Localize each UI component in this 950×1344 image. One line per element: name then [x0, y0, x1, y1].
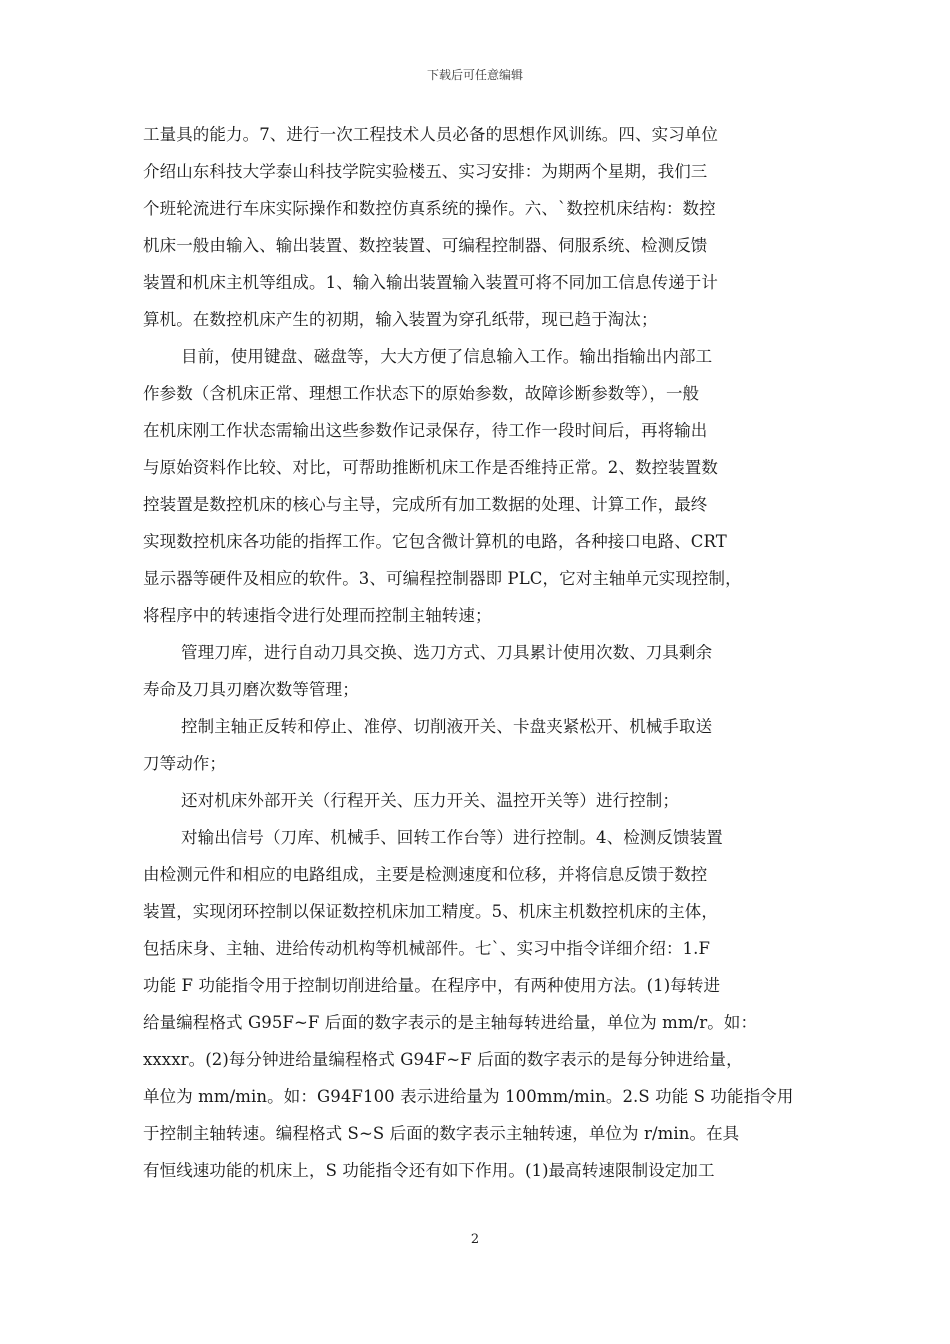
- text-line: 由检测元件和相应的电路组成，主要是检测速度和位移，并将信息反馈于数控: [143, 865, 708, 884]
- text-line: 机床一般由输入、输出装置、数控装置、可编程控制器、伺服系统、检测反馈: [143, 236, 708, 255]
- text-line: 寿命及刀具刃磨次数等管理；: [143, 680, 359, 699]
- text-line: 显示器等硬件及相应的软件。3、可编程控制器即 PLC，它对主轴单元实现控制，: [143, 569, 742, 588]
- text-line: 装置，实现闭环控制以保证数控机床加工精度。5、机床主机数控机床的主体，: [143, 902, 718, 921]
- page-header: 下载后可任意编辑: [426, 68, 523, 82]
- text-line: 作参数（含机床正常、理想工作状态下的原始参数，故障诊断参数等），一般: [143, 384, 700, 403]
- text-line: xxxxr。(2)每分钟进给量编程格式 G94F~F 后面的数字表示的是每分钟进给量，: [143, 1050, 743, 1069]
- text-line: 对输出信号（刀库、机械手、回转工作台等）进行控制。4、检测反馈装置: [181, 828, 723, 847]
- text-line: 将程序中的转速指令进行处理而控制主轴转速；: [143, 606, 492, 625]
- page-number: 2: [470, 1232, 480, 1247]
- text-line: 刀等动作；: [143, 754, 226, 773]
- document-body: [143, 116, 813, 1189]
- text-line: 管理刀库，进行自动刀具交换、选刀方式、刀具累计使用次数、刀具剩余: [181, 643, 713, 662]
- text-line: 功能 F 功能指令用于控制切削进给量。在程序中，有两种使用方法。(1)每转进: [143, 976, 721, 995]
- text-line: 控装置是数控机床的核心与主导，完成所有加工数据的处理、计算工作，最终: [143, 495, 708, 514]
- text-line: 给量编程格式 G95F~F 后面的数字表示的是主轴每转进给量，单位为 mm/r。如：: [143, 1013, 758, 1032]
- text-line: 有恒线速功能的机床上，S 功能指令还有如下作用。(1)最高转速限制设定加工: [143, 1161, 715, 1180]
- text-line: 于控制主轴转速。编程格式 S~S 后面的数字表示主轴转速，单位为 r/min。在具: [143, 1124, 740, 1143]
- text-line: 还对机床外部开关（行程开关、压力开关、温控开关等）进行控制；: [181, 791, 679, 810]
- text-line: 单位为 mm/min。如：G94F100 表示进给量为 100mm/min。2.S 功能 S 功能指令用: [143, 1087, 794, 1106]
- text-line: 在机床刚工作状态需输出这些参数作记录保存，待工作一段时间后，再将输出: [143, 421, 708, 440]
- text-line: 装置和机床主机等组成。1、输入输出装置输入装置可将不同加工信息传递于计: [143, 273, 718, 292]
- text-line: 目前，使用键盘、磁盘等，大大方便了信息输入工作。输出指输出内部工: [181, 347, 713, 366]
- text-line: 个班轮流进行车床实际操作和数控仿真系统的操作。六、`数控机床结构：数控: [143, 199, 716, 218]
- text-line: 介绍山东科技大学泰山科技学院实验楼五、实习安排：为期两个星期，我们三: [143, 162, 708, 181]
- text-line: 与原始资料作比较、对比，可帮助推断机床工作是否维持正常。2、数控装置数: [143, 458, 718, 477]
- text-line: 包括床身、主轴、进给传动机构等机械部件。七`、实习中指令详细介绍：1.F: [143, 939, 711, 958]
- text-line: 实现数控机床各功能的指挥工作。它包含微计算机的电路，各种接口电路、CRT: [143, 532, 727, 551]
- text-line: 控制主轴正反转和停止、准停、切削液开关、卡盘夹紧松开、机械手取送: [181, 717, 713, 736]
- text-line: 算机。在数控机床产生的初期，输入装置为穿孔纸带，现已趋于淘汰；: [143, 310, 658, 329]
- text-line: 工量具的能力。7、进行一次工程技术人员必备的思想作风训练。四、实习单位: [143, 125, 718, 144]
